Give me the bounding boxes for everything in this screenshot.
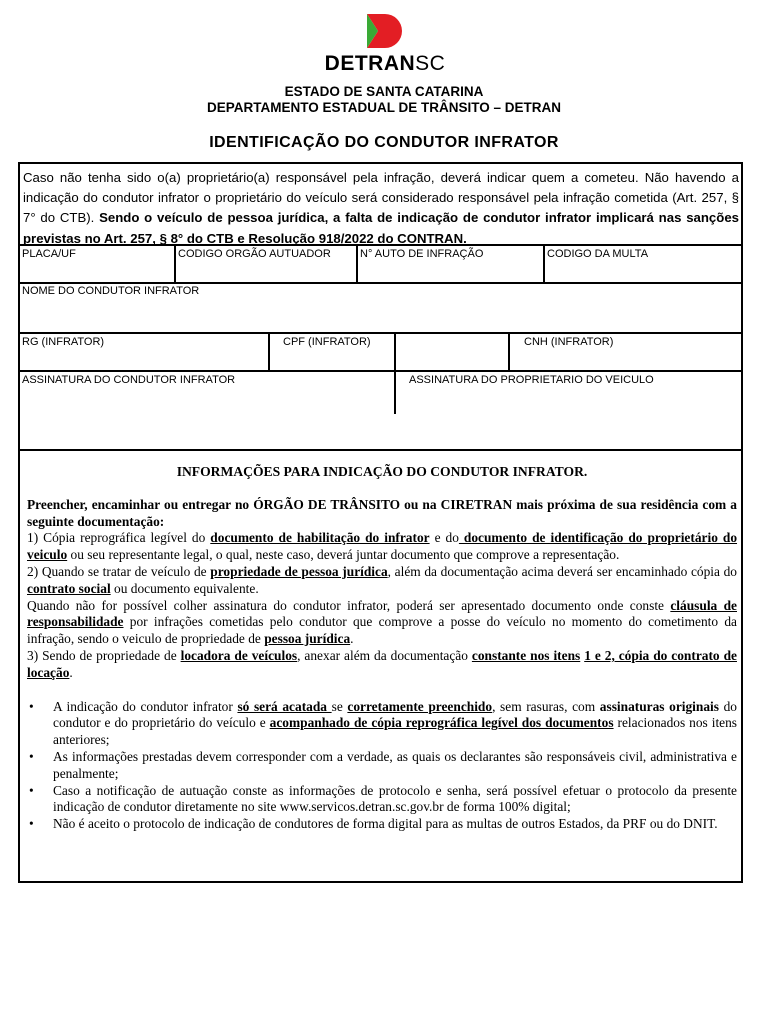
placa-field[interactable]: PLACA/UF — [22, 248, 76, 260]
intro-text: Caso não tenha sido o(a) proprietário(a) responsável pela infração, deverá indicar quem a cometeu. Não havendo a indicação do condutor infrator o proprietário do veículo será considerado responsável pela infração cometida (Art. 257, § 7° do CTB). Sendo o veículo de pessoa jurídica, a falta de indicação de condutor infrator implicará nas sanções previstas no Art. 257, § 8° do CTB e Resolução 918/2022 do CONTRAN. — [23, 170, 739, 246]
list-item: • Caso a notificação de autuação conste as informações de protocolo e senha, será possível efetuar o protocolo da presente indicação de condutor diretamente no site www.servicos.detran.sc.gov.br de forma 100% digital; — [29, 782, 737, 815]
codigo-multa-field[interactable]: CODIGO DA MULTA — [547, 248, 649, 260]
info-item-1: 1) Cópia reprográfica legível do documento de habilitação do infrator e do documento de identificação do proprietário do veiculo ou seu representante legal, o qual, neste caso, deverá juntar documento que comprove a representação. — [27, 530, 738, 563]
cpf-field[interactable]: CPF (INFRATOR) — [283, 336, 371, 348]
intro-bold-text: Sendo o veículo de pessoa jurídica, a falta de indicação de condutor infrator implicará nas sanções previstas no Art. 257, § 8° do CTB e Resolução 918/2022 do CONTRAN. — [23, 210, 739, 246]
cnh-field[interactable]: CNH (INFRATOR) — [524, 336, 614, 348]
bullet-icon: • — [29, 782, 34, 798]
divider — [394, 372, 396, 414]
assinatura-proprietario-field[interactable]: ASSINATURA DO PROPRIETARIO DO VEICULO — [409, 374, 654, 386]
list-item: • As informações prestadas devem corresponder com a verdade, as quais os declarantes são responsáveis civil, administrativa e penalmente; — [29, 748, 737, 781]
info-lead: Preencher, encaminhar ou entregar no ÓRGÃO DE TRÂNSITO ou na CIRETRAN mais próxima de sua residência com a seguinte documentação: — [27, 496, 737, 529]
divider — [20, 449, 741, 451]
divider — [20, 282, 741, 284]
divider — [268, 334, 270, 370]
divider — [356, 246, 358, 282]
divider — [174, 246, 176, 282]
detran-sc-logo — [312, 14, 458, 76]
auto-infracao-field[interactable]: N° AUTO DE INFRAÇÃO — [360, 248, 484, 260]
list-item: • A indicação do condutor infrator só será acatada se corretamente preenchido, sem rasuras, com assinaturas originais do condutor e do proprietário do veículo e acompanhado de cópia reprográfica legível dos documentos relacionados nos itens anteriores; — [29, 698, 738, 748]
bullet-icon: • — [29, 816, 34, 832]
list-item: • Não é aceito o protocolo de indicação de condutores de forma digital para as multas de outros Estados, da PRF ou do DNIT. — [29, 816, 718, 832]
state-name: ESTADO DE SANTA CATARINA — [284, 84, 484, 99]
info-section — [27, 464, 737, 833]
divider — [543, 246, 545, 282]
rg-field[interactable]: RG (INFRATOR) — [22, 336, 105, 348]
identification-form — [18, 162, 743, 883]
assinatura-condutor-field[interactable]: ASSINATURA DO CONDUTOR INFRATOR — [22, 374, 236, 386]
divider — [20, 332, 741, 334]
info-title: INFORMAÇÕES PARA INDICAÇÃO DO CONDUTOR INFRATOR. — [176, 464, 588, 479]
bullet-icon: • — [29, 698, 34, 714]
nome-condutor-field[interactable]: NOME DO CONDUTOR INFRATOR — [22, 285, 200, 297]
logo-wordmark: DETRANSC — [324, 52, 446, 75]
detran-logo-mark-icon — [363, 14, 403, 48]
info-item-3: 3) Sendo de propriedade de locadora de veículos, anexar além da documentação constante nos itens 1 e 2, cópia do contrato de locação. — [27, 647, 737, 680]
divider — [20, 370, 741, 372]
divider — [394, 334, 396, 370]
divider — [20, 244, 741, 246]
header — [0, 84, 768, 116]
orgao-autuador-field[interactable]: CODIGO ORGÃO AUTUADOR — [178, 248, 331, 260]
info-item-2: 2) Quando se tratar de veículo de propriedade de pessoa jurídica, além da documentação acima deverá ser encaminhado cópia do contrato social ou documento equivalente. — [27, 563, 737, 596]
info-bullet-list — [27, 699, 737, 833]
divider — [508, 334, 510, 370]
bullet-icon: • — [29, 748, 34, 764]
info-item-note: Quando não for possível colher assinatura do condutor infrator, poderá ser apresentado documento onde conste cláusula de responsabilidade por infrações cometidas pelo condutor que comprove a posse do veículo no momento do cometimento da infração, sendo o veiculo de propriedade de pessoa jurídica. — [27, 597, 737, 647]
department-name: DEPARTAMENTO ESTADUAL DE TRÂNSITO – DETRAN — [206, 100, 562, 115]
page-title: IDENTIFICAÇÃO DO CONDUTOR INFRATOR — [209, 134, 559, 151]
